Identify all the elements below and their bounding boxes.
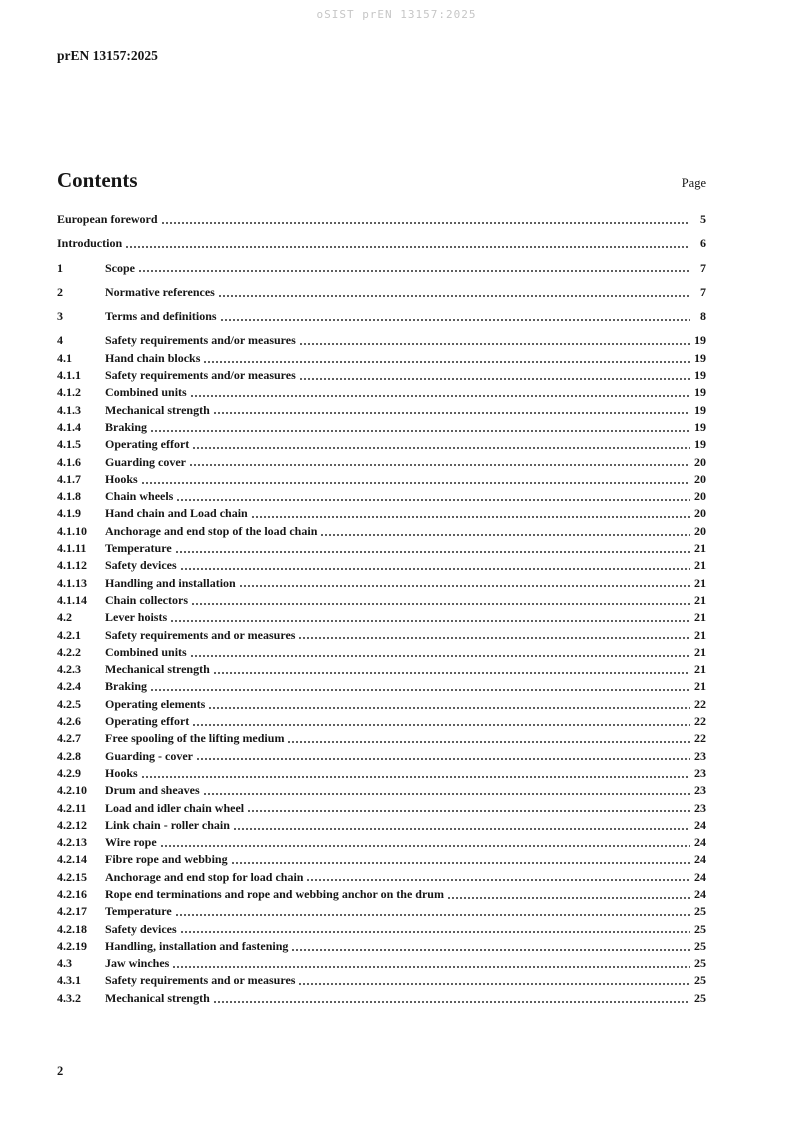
toc-entry-title: Operating elements — [105, 696, 206, 711]
toc-row[interactable] — [57, 505, 706, 522]
toc-dotted-leader — [141, 765, 690, 782]
toc-entry-title: Terms and definitions — [105, 309, 217, 324]
toc-row[interactable] — [57, 782, 706, 799]
toc-entry-number: 4.3 — [57, 956, 72, 971]
toc-row[interactable] — [57, 332, 706, 349]
toc-dotted-leader — [150, 419, 690, 436]
toc-entry-page: 25 — [694, 904, 706, 919]
toc-entry-title: Braking — [105, 679, 148, 694]
toc-row[interactable] — [57, 284, 706, 301]
toc-entry-page: 21 — [694, 558, 706, 573]
toc-row[interactable] — [57, 661, 706, 678]
toc-row[interactable] — [57, 523, 706, 540]
toc-entry-number: 4.2.4 — [57, 679, 81, 694]
toc-row[interactable] — [57, 260, 706, 277]
toc-entry-title: Operating effort — [105, 714, 190, 729]
toc-row[interactable] — [57, 557, 706, 574]
toc-dotted-leader — [175, 540, 690, 557]
toc-row[interactable] — [57, 990, 706, 1007]
toc-row[interactable] — [57, 817, 706, 834]
toc-entry-title: Operating effort — [105, 437, 190, 452]
toc-dotted-leader — [231, 851, 690, 868]
page-column-label: Page — [681, 176, 706, 190]
toc-entry-title: Wire rope — [105, 835, 157, 850]
toc-entry-page: 25 — [694, 921, 706, 936]
toc-row[interactable] — [57, 800, 706, 817]
toc-entry-number: 4 — [57, 333, 63, 348]
toc-entry-page: 21 — [694, 662, 706, 677]
toc-entry-page: 19 — [694, 402, 706, 417]
toc-entry-page: 7 — [700, 284, 706, 299]
toc-row[interactable] — [57, 678, 706, 695]
toc-dotted-leader — [233, 817, 690, 834]
toc-entry-title: Hand chain and Load chain — [105, 506, 248, 521]
toc-entry-page: 20 — [694, 506, 706, 521]
document-reference: prEN 13157:2025 — [57, 48, 158, 63]
toc-dotted-leader — [180, 557, 690, 574]
toc-entry-page: 21 — [694, 541, 706, 556]
toc-entry-number: 4.1.13 — [57, 575, 87, 590]
toc-entry-number: 4.2.6 — [57, 714, 81, 729]
toc-dotted-leader — [192, 436, 690, 453]
toc-entry-number: 4.2.3 — [57, 662, 81, 677]
toc-row[interactable] — [57, 938, 706, 955]
toc-entry-title: Jaw winches — [105, 956, 170, 971]
toc-entry-title: Free spooling of the lifting medium — [105, 731, 285, 746]
toc-entry-title: Drum and sheaves — [105, 783, 200, 798]
toc-dotted-leader — [298, 972, 690, 989]
toc-entry-title: Safety requirements and or measures — [105, 627, 296, 642]
toc-dotted-leader — [287, 730, 690, 747]
toc-entry-title: Safety devices — [105, 558, 177, 573]
toc-entry-page: 24 — [694, 869, 706, 884]
toc-row[interactable] — [57, 436, 706, 453]
toc-entry-page: 8 — [700, 309, 706, 324]
toc-entry-page: 21 — [694, 627, 706, 642]
toc-entry-number: 4.2.5 — [57, 696, 81, 711]
toc-row[interactable] — [57, 921, 706, 938]
toc-entry-page: 20 — [694, 454, 706, 469]
toc-entry-title: European foreword — [57, 212, 158, 226]
toc-dotted-leader — [239, 575, 690, 592]
toc-dotted-leader — [213, 661, 690, 678]
toc-row[interactable] — [57, 540, 706, 557]
toc-entry-number: 4.1.1 — [57, 368, 81, 383]
toc-entry-page: 21 — [694, 592, 706, 607]
toc-entry-title: Safety requirements and or measures — [105, 973, 296, 988]
contents-header — [57, 168, 706, 193]
toc-row[interactable] — [57, 575, 706, 592]
toc-entry-number: 4.2.9 — [57, 765, 81, 780]
toc-entry-number: 4.2.17 — [57, 904, 87, 919]
toc-entry-title: Fibre rope and webbing — [105, 852, 228, 867]
toc-entry-page: 20 — [694, 471, 706, 486]
toc-row[interactable] — [57, 886, 706, 903]
toc-dotted-leader — [160, 834, 690, 851]
toc-entry-number: 1 — [57, 260, 63, 275]
toc-entry-page: 23 — [694, 783, 706, 798]
toc-entry-title: Load and idler chain wheel — [105, 800, 245, 815]
toc-entry-number: 4.3.2 — [57, 990, 81, 1005]
toc-entry-title: Temperature — [105, 904, 172, 919]
toc-row[interactable] — [57, 488, 706, 505]
toc-entry-title: Safety requirements and/or measures — [105, 368, 296, 383]
toc-row[interactable] — [57, 609, 706, 626]
toc-row[interactable] — [57, 903, 706, 920]
toc-dotted-leader — [180, 921, 690, 938]
toc-row[interactable] — [57, 869, 706, 886]
toc-entry-number: 4.2.7 — [57, 731, 81, 746]
toc-entry-page: 24 — [694, 817, 706, 832]
toc-dotted-leader — [176, 488, 690, 505]
toc-entry-title: Introduction — [57, 236, 123, 251]
toc-dotted-leader — [298, 627, 690, 644]
toc-entry-page: 25 — [694, 990, 706, 1005]
toc-row[interactable] — [57, 972, 706, 989]
toc-entry-title: Handling, installation and fastening — [105, 938, 289, 953]
toc-entry-page: 22 — [694, 714, 706, 729]
toc-entry-page: 19 — [694, 385, 706, 400]
toc-entry-page: 25 — [694, 956, 706, 971]
toc-entry-number: 4.1.4 — [57, 419, 81, 434]
toc-entry-page: 24 — [694, 886, 706, 901]
toc-entry-page: 19 — [694, 368, 706, 383]
toc-dotted-leader — [218, 284, 690, 301]
toc-dotted-leader — [299, 332, 690, 349]
toc-row[interactable] — [57, 592, 706, 609]
toc-row[interactable] — [57, 402, 706, 419]
toc-row[interactable] — [57, 419, 706, 436]
toc-entry-number: 4.1.5 — [57, 437, 81, 452]
toc-entry-page: 21 — [694, 610, 706, 625]
toc-entry-title: Anchorage and end stop for load chain — [105, 869, 304, 884]
toc-dotted-leader — [189, 454, 690, 471]
toc-dotted-leader — [190, 644, 690, 661]
toc-row[interactable] — [57, 696, 706, 713]
toc-entry-number: 4.2.19 — [57, 938, 87, 953]
toc-entry-page: 24 — [694, 835, 706, 850]
toc-entry-number: 4.2.13 — [57, 835, 87, 850]
toc-entry-number: 4.2.16 — [57, 886, 87, 901]
toc-dotted-leader — [138, 260, 690, 277]
toc-entry-page: 23 — [694, 800, 706, 815]
toc-entry-title: Combined units — [105, 644, 187, 659]
toc-entry-page: 21 — [694, 575, 706, 590]
toc-entry-page: 21 — [694, 644, 706, 659]
toc-dotted-leader — [191, 592, 690, 609]
toc-entry-number: 2 — [57, 284, 63, 299]
toc-entry-title: Rope end terminations and rope and webbing anchor on the drum — [105, 886, 444, 901]
toc-row[interactable] — [57, 851, 706, 868]
toc-dotted-leader — [251, 505, 690, 522]
toc-dotted-leader — [150, 678, 690, 695]
toc-dotted-leader — [141, 471, 690, 488]
toc-entry-number: 4.2.1 — [57, 627, 81, 642]
toc-row[interactable] — [57, 384, 706, 401]
toc-row[interactable] — [57, 471, 706, 488]
toc-dotted-leader — [125, 235, 690, 252]
toc-entry-page: 22 — [694, 696, 706, 711]
toc-entry-title: Guarding cover — [105, 454, 186, 469]
toc-entry-page: 21 — [694, 679, 706, 694]
toc-row[interactable] — [57, 748, 706, 765]
toc-row[interactable] — [57, 235, 706, 252]
toc-row[interactable] — [57, 713, 706, 730]
toc-entry-title: Normative references — [105, 284, 215, 299]
toc-dotted-leader — [208, 696, 690, 713]
toc-dotted-leader — [196, 748, 690, 765]
toc-entry-number: 4.2.14 — [57, 852, 87, 867]
toc-dotted-leader — [306, 869, 690, 886]
toc-entry-page: 19 — [694, 350, 706, 365]
toc-entry-number: 4.1.14 — [57, 592, 87, 607]
toc-row[interactable] — [57, 730, 706, 747]
toc-dotted-leader — [320, 523, 690, 540]
toc-entry-title: Mechanical strength — [105, 990, 210, 1005]
toc-entry-number: 4.2.8 — [57, 748, 81, 763]
toc-entry-title: Chain wheels — [105, 489, 174, 504]
toc-dotted-leader — [161, 211, 690, 228]
toc-entry-number: 4.1 — [57, 350, 72, 365]
toc-dotted-leader — [291, 938, 690, 955]
toc-entry-title: Lever hoists — [105, 610, 168, 625]
toc-entry-number: 4.1.10 — [57, 523, 87, 538]
toc-entry-title: Hooks — [105, 471, 138, 486]
toc-dotted-leader — [299, 367, 690, 384]
toc-row[interactable] — [57, 644, 706, 661]
toc-entry-page: 19 — [694, 419, 706, 434]
toc-entry-number: 4.2.2 — [57, 644, 81, 659]
toc-row[interactable] — [57, 350, 706, 367]
toc-entry-number: 4.2.15 — [57, 869, 87, 884]
toc-dotted-leader — [170, 609, 690, 626]
toc-row[interactable] — [57, 308, 706, 325]
toc-entry-number: 4.1.9 — [57, 506, 81, 521]
toc-dotted-leader — [203, 782, 690, 799]
toc-entry-page: 25 — [694, 973, 706, 988]
watermark-text: oSIST prEN 13157:2025 — [316, 8, 477, 21]
toc-entry-number: 4.1.7 — [57, 471, 81, 486]
toc-entry-title: Link chain - roller chain — [105, 817, 230, 832]
toc-row[interactable] — [57, 627, 706, 644]
toc-dotted-leader — [213, 402, 690, 419]
toc-entry-title: Hooks — [105, 765, 138, 780]
toc-row[interactable] — [57, 834, 706, 851]
toc-entry-number: 4.2.11 — [57, 800, 87, 815]
toc-dotted-leader — [213, 990, 690, 1007]
toc-row[interactable] — [57, 367, 706, 384]
toc-entry-number: 4.1.11 — [57, 541, 87, 556]
toc-entry-number: 4.1.12 — [57, 558, 87, 573]
toc-entry-page: 19 — [694, 437, 706, 452]
toc-dotted-leader — [175, 903, 690, 920]
footer-page-number: 2 — [57, 1064, 64, 1078]
toc-entry-page: 23 — [694, 765, 706, 780]
toc-entry-title: Handling and installation — [105, 575, 236, 590]
toc-entry-number: 4.1.6 — [57, 454, 81, 469]
toc-entry-page: 25 — [694, 938, 706, 953]
toc-entry-number: 4.2.18 — [57, 921, 87, 936]
toc-entry-number: 4.1.2 — [57, 385, 81, 400]
toc-dotted-leader — [190, 384, 690, 401]
toc-entry-number: 4.2 — [57, 610, 72, 625]
toc-entry-title: Anchorage and end stop of the load chain — [105, 523, 318, 538]
toc-entry-page: 20 — [694, 523, 706, 538]
toc-entry-title: Mechanical strength — [105, 402, 210, 417]
toc-dotted-leader — [203, 350, 690, 367]
toc-entry-number: 3 — [57, 309, 63, 324]
toc-entry-title: Guarding - cover — [105, 748, 193, 763]
toc-entry-title: Mechanical strength — [105, 662, 210, 677]
toc-entry-page: 19 — [694, 333, 706, 348]
toc-entry-title: Scope — [105, 260, 135, 275]
toc-entry-page: 20 — [694, 489, 706, 504]
toc-row[interactable] — [57, 765, 706, 782]
toc-dotted-leader — [172, 955, 690, 972]
toc-entry-number: 4.1.3 — [57, 402, 81, 417]
toc-entry-title: Safety requirements and/or measures — [105, 333, 296, 348]
toc-entry-number: 4.3.1 — [57, 973, 81, 988]
toc-entry-page: 22 — [694, 731, 706, 746]
toc-entry-page: 6 — [700, 236, 706, 251]
contents-title: Contents — [57, 168, 138, 192]
toc-row[interactable] — [57, 211, 706, 228]
toc-dotted-leader — [220, 308, 690, 325]
toc-entry-title: Temperature — [105, 541, 172, 556]
toc-row[interactable] — [57, 955, 706, 972]
toc-entry-number: 4.2.10 — [57, 783, 87, 798]
toc-entry-title: Safety devices — [105, 921, 177, 936]
toc-entry-page: 23 — [694, 748, 706, 763]
toc-dotted-leader — [192, 713, 690, 730]
toc-dotted-leader — [447, 886, 690, 903]
toc-dotted-leader — [247, 800, 690, 817]
toc-entry-page: 5 — [700, 212, 706, 226]
toc-entry-title: Chain collectors — [105, 592, 188, 607]
toc-list — [57, 211, 706, 1007]
toc-row[interactable] — [57, 454, 706, 471]
toc-entry-page: 24 — [694, 852, 706, 867]
toc-entry-title: Combined units — [105, 385, 187, 400]
toc-entry-title: Hand chain blocks — [105, 350, 201, 365]
toc-entry-number: 4.1.8 — [57, 489, 81, 504]
toc-entry-title: Braking — [105, 419, 148, 434]
toc-entry-number: 4.2.12 — [57, 817, 87, 832]
toc-entry-page: 7 — [700, 260, 706, 275]
